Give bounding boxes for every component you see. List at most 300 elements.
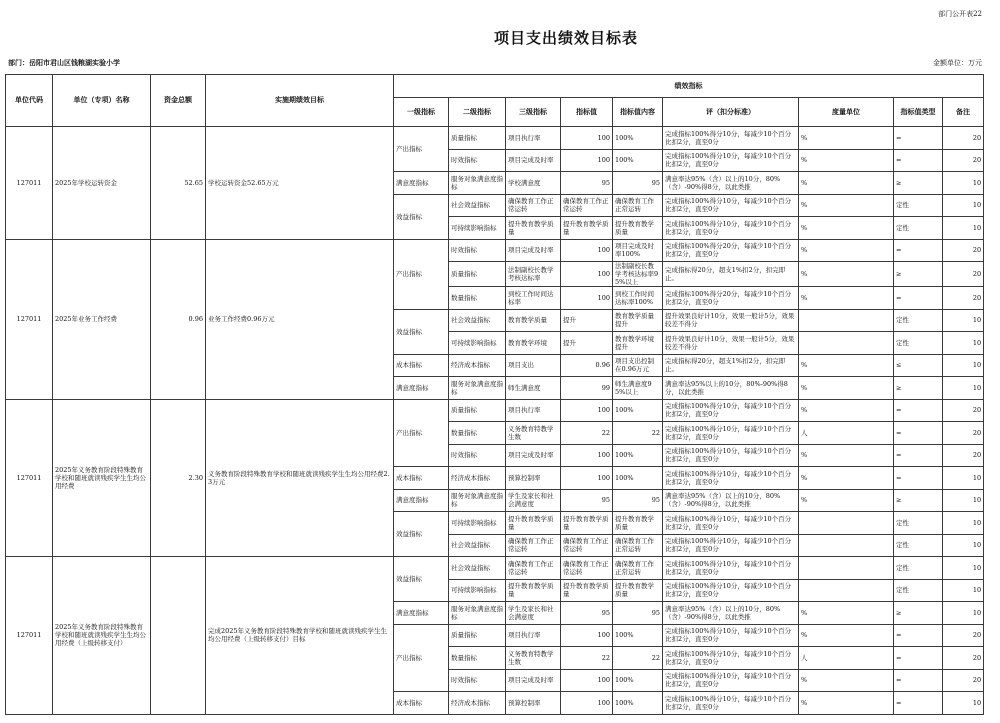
level2-cell — [449, 647, 506, 670]
level2-cell — [449, 172, 506, 195]
level3-cell-text: 学生及家长和社会满意度 — [508, 492, 554, 509]
standard-cell — [663, 309, 799, 332]
level1-cell — [394, 489, 449, 512]
value-type-cell — [894, 262, 943, 287]
content-cell-text: 22 — [651, 653, 660, 662]
standard-cell-text: 完成指标100%得分20分，每减少10个百分比扣2分，直至0分 — [665, 289, 792, 306]
note-cell-text: 20 — [972, 631, 982, 640]
level2-cell — [449, 669, 506, 692]
level1-cell — [394, 377, 449, 400]
content-cell-text: 教育教学环境提升 — [615, 334, 654, 351]
value-type-cell-text: = — [896, 293, 902, 302]
value-cell — [561, 149, 613, 172]
unit-code-cell — [6, 557, 53, 715]
unit-cell-text: % — [801, 676, 808, 685]
level3-cell-text: 义务教育特教学生数 — [508, 649, 554, 666]
value-type-cell-text: ≥ — [896, 270, 902, 278]
unit-cell — [799, 377, 894, 400]
level2-cell — [449, 217, 506, 240]
unit-cell — [799, 512, 894, 535]
table-row — [6, 399, 984, 422]
value-cell-text: 99 — [601, 383, 610, 392]
level3-cell-text: 确保教育工作正常运转 — [508, 537, 554, 554]
value-type-cell — [894, 217, 943, 240]
value-cell-text: 100 — [597, 698, 610, 707]
standard-cell — [663, 624, 799, 647]
note-cell — [943, 669, 984, 692]
value-cell-text: 确保教育工作正常运转 — [563, 559, 609, 576]
content-cell-text: 100% — [615, 473, 634, 482]
note-cell-text: 10 — [972, 361, 982, 370]
header-indicators: 绩效指标 — [394, 75, 984, 98]
unit-cell — [799, 669, 894, 692]
unit-cell — [799, 647, 894, 670]
header-level3: 三级指标 — [506, 98, 561, 127]
note-cell — [943, 557, 984, 580]
level2-cell — [449, 467, 506, 490]
level1-cell-text: 产出指标 — [396, 653, 422, 662]
level2-cell — [449, 602, 506, 625]
note-cell-text: 10 — [972, 316, 982, 325]
value-cell-text: 95 — [601, 496, 610, 505]
unit-cell-text: % — [801, 201, 808, 210]
note-cell — [943, 172, 984, 195]
value-type-cell-text: 定性 — [896, 316, 909, 325]
value-cell — [561, 422, 613, 445]
content-cell-text: 100% — [615, 156, 634, 165]
level3-cell-text: 法制副校长教学考核达标率 — [508, 266, 554, 282]
standard-cell-text: 完成指标100%得分10分，每减少10个百分比扣2分，直至0分 — [665, 152, 792, 169]
level3-cell-text: 学生及家长和社会满意度 — [508, 604, 554, 621]
unit-cell — [799, 557, 894, 580]
standard-cell-text: 完成指标100%得分10分，每减少10个百分比扣2分，直至0分 — [665, 469, 792, 486]
level2-cell-text: 服务对象满意度指标 — [451, 492, 503, 509]
content-cell-text: 项目支出控制在0.96万元 — [615, 357, 654, 374]
level3-cell — [506, 467, 561, 490]
note-cell — [943, 512, 984, 535]
value-cell-text: 确保教育工作正常运转 — [563, 537, 609, 554]
level2-cell-text: 经济成本指标 — [451, 698, 490, 707]
value-type-cell — [894, 489, 943, 512]
goal-cell-text: 完成2025年义务教育阶段特殊教育学校和随班就读残疾学生生均公用经费（上级转移支付）目标 — [208, 627, 388, 644]
standard-cell-text: 完成指标100%得分10分，每减少10个百分比扣2分，直至0分 — [665, 694, 792, 711]
unit-cell — [799, 602, 894, 625]
content-cell-text: 95 — [651, 178, 660, 187]
note-cell-text: 10 — [972, 201, 982, 210]
value-cell-text: 100 — [597, 631, 610, 640]
value-cell — [561, 354, 613, 377]
level2-cell — [449, 127, 506, 150]
level2-cell-text: 服务对象满意度指标 — [451, 604, 503, 621]
content-cell — [613, 354, 663, 377]
value-type-cell — [894, 557, 943, 580]
level2-cell — [449, 624, 506, 647]
level2-cell — [449, 489, 506, 512]
standard-cell-text: 完成指标100%得分10分，每减少10个百分比扣2分，直至0分 — [665, 582, 792, 599]
value-cell — [561, 239, 613, 262]
unit-cell-text: % — [801, 156, 808, 165]
value-cell — [561, 332, 613, 355]
level1-cell-text: 成本指标 — [396, 473, 422, 482]
page-title: 项目支出绩效目标表 — [493, 29, 638, 47]
standard-cell-text: 完成指标100%得分10分，每减少10个百分比扣2分，直至0分 — [665, 447, 792, 464]
value-type-cell — [894, 127, 943, 150]
content-cell — [613, 377, 663, 400]
value-type-cell-text: = — [896, 473, 902, 482]
unit-cell-text: % — [801, 361, 808, 370]
note-cell — [943, 579, 984, 602]
level1-cell — [394, 512, 449, 557]
content-cell — [613, 262, 663, 287]
level3-cell-text: 项目完成及时率 — [508, 676, 554, 685]
level1-cell-text: 产出指标 — [396, 145, 422, 153]
value-type-cell-text: ≥ — [896, 178, 902, 187]
content-cell-text: 提升教育教学质量 — [615, 582, 654, 599]
value-type-cell — [894, 287, 943, 310]
content-cell-text: 法制副校长教学考核达标率95%以上 — [615, 262, 659, 286]
value-cell — [561, 377, 613, 400]
content-cell-text: 100% — [615, 451, 634, 460]
unit-cell — [799, 399, 894, 422]
level2-cell-text: 质量指标 — [451, 270, 477, 278]
content-cell — [613, 172, 663, 195]
level3-cell — [506, 444, 561, 467]
content-cell — [613, 239, 663, 262]
level3-cell — [506, 399, 561, 422]
level2-cell-text: 质量指标 — [451, 133, 477, 142]
value-type-cell — [894, 579, 943, 602]
value-type-cell-text: ≥ — [896, 383, 902, 392]
level1-cell — [394, 602, 449, 625]
value-cell — [561, 194, 613, 217]
standard-cell — [663, 557, 799, 580]
level3-cell-text: 教育教学质量 — [508, 316, 547, 325]
total-funds-cell — [151, 557, 206, 715]
unit-cell — [799, 624, 894, 647]
unit-cell-text: % — [801, 223, 808, 232]
level1-cell-text: 效益指标 — [396, 575, 422, 583]
standard-cell-text: 满意率达95%以上的10分，80%-90%得8分，以此类推 — [665, 379, 788, 396]
header-level2: 二级指标 — [449, 98, 506, 127]
table-row — [6, 239, 984, 262]
value-cell-text: 100 — [597, 270, 610, 278]
unit-cell-text: % — [801, 270, 808, 278]
value-cell — [561, 287, 613, 310]
level2-cell-text: 可持续影响指标 — [451, 586, 497, 595]
value-cell-text: 100 — [597, 293, 610, 302]
note-cell — [943, 354, 984, 377]
note-cell — [943, 377, 984, 400]
level3-cell-text: 师生满意度 — [508, 383, 541, 392]
level3-cell-text: 项目完成及时率 — [508, 246, 554, 255]
level3-cell-text: 项目执行率 — [508, 133, 541, 142]
table-row — [6, 557, 984, 580]
unit-cell — [799, 194, 894, 217]
content-cell — [613, 512, 663, 535]
value-type-cell — [894, 534, 943, 557]
level3-cell — [506, 489, 561, 512]
level1-cell — [394, 467, 449, 490]
note-cell-text: 10 — [972, 473, 982, 482]
standard-cell — [663, 217, 799, 240]
content-cell — [613, 579, 663, 602]
unit-cell-text: % — [801, 451, 808, 460]
level2-cell-text: 时效指标 — [451, 156, 477, 165]
level2-cell-text: 社会效益指标 — [451, 201, 490, 210]
value-type-cell-text: = — [896, 406, 902, 415]
value-type-cell — [894, 624, 943, 647]
value-cell-text: 22 — [601, 653, 610, 662]
standard-cell-text: 完成指标100%得分10分，每减少10个百分比扣2分，直至0分 — [665, 402, 792, 419]
note-cell — [943, 309, 984, 332]
level1-cell-text: 满意度指标 — [396, 383, 429, 392]
value-cell-text: 22 — [601, 428, 610, 437]
value-cell — [561, 309, 613, 332]
unit-cell-text: % — [801, 496, 808, 505]
level2-cell — [449, 287, 506, 310]
unit-cell — [799, 444, 894, 467]
unit-name-cell-text: 2025年义务教育阶段特殊教育学校和随班就读残疾学生生均公用经费 — [55, 465, 146, 490]
content-cell — [613, 399, 663, 422]
header-value: 指标值 — [561, 98, 613, 127]
value-cell-text: 提升 — [563, 338, 576, 347]
unit-cell-text: 人 — [801, 653, 808, 662]
level3-cell-text: 预算控制率 — [508, 473, 541, 482]
header-note: 备注 — [943, 98, 984, 127]
level2-cell — [449, 309, 506, 332]
value-type-cell — [894, 354, 943, 377]
note-cell — [943, 149, 984, 172]
note-cell-text: 20 — [972, 133, 982, 142]
value-cell — [561, 647, 613, 670]
content-cell-text: 提升教育教学质量 — [615, 219, 654, 236]
level1-cell — [394, 692, 449, 715]
value-type-cell-text: 定性 — [896, 586, 909, 595]
standard-cell-text: 完成指标100%得分10分，每减少10个百分比扣2分，直至0分 — [665, 197, 792, 214]
level3-cell-text: 教育教学环境 — [508, 338, 547, 347]
note-cell — [943, 489, 984, 512]
header-total-funds: 资金总额 — [151, 75, 206, 127]
note-cell — [943, 602, 984, 625]
level1-cell — [394, 127, 449, 172]
value-type-cell — [894, 149, 943, 172]
level3-cell — [506, 309, 561, 332]
content-cell — [613, 287, 663, 310]
level3-cell-text: 项目完成及时率 — [508, 156, 554, 165]
level3-cell — [506, 262, 561, 287]
level2-cell — [449, 557, 506, 580]
value-type-cell-text: = — [896, 676, 902, 685]
level1-cell-text: 满意度指标 — [396, 496, 429, 505]
standard-cell — [663, 467, 799, 490]
level2-cell — [449, 149, 506, 172]
level2-cell-text: 时效指标 — [451, 676, 477, 685]
unit-name-cell — [53, 399, 151, 557]
level2-cell-text: 经济成本指标 — [451, 361, 490, 370]
unit-cell-text: % — [801, 133, 808, 142]
standard-cell — [663, 602, 799, 625]
note-cell-text: 20 — [972, 653, 982, 662]
level2-cell-text: 可持续影响指标 — [451, 338, 497, 347]
unit-cell — [799, 127, 894, 150]
level3-cell-text: 提升教育教学质量 — [508, 514, 554, 531]
level3-cell-text: 项目执行率 — [508, 631, 541, 640]
standard-cell — [663, 422, 799, 445]
total-funds-cell-text: 2.30 — [188, 473, 203, 482]
unit-cell — [799, 217, 894, 240]
standard-cell-text: 提升效果良好计10分，效果一般计5分，效果较差不得分 — [665, 312, 795, 329]
unit-code-cell-text: 127011 — [16, 473, 42, 482]
note-cell-text: 10 — [972, 608, 982, 617]
level2-cell — [449, 377, 506, 400]
unit-name-cell — [53, 239, 151, 399]
standard-cell — [663, 149, 799, 172]
unit-cell — [799, 239, 894, 262]
header-content: 指标值内容 — [613, 98, 663, 127]
content-cell-text: 100% — [615, 133, 634, 142]
value-cell-text: 100 — [597, 451, 610, 460]
content-cell — [613, 332, 663, 355]
level2-cell-text: 数量指标 — [451, 293, 477, 302]
value-cell — [561, 579, 613, 602]
header-row — [6, 75, 984, 98]
level3-cell — [506, 149, 561, 172]
value-cell — [561, 172, 613, 195]
level2-cell-text: 质量指标 — [451, 406, 477, 415]
value-type-cell — [894, 647, 943, 670]
value-type-cell — [894, 309, 943, 332]
note-cell-text: 20 — [972, 293, 982, 302]
unit-cell — [799, 422, 894, 445]
header-unit-name: 单位（专项）名称 — [53, 75, 151, 127]
unit-code-cell — [6, 399, 53, 557]
value-type-cell-text: 定性 — [896, 518, 909, 527]
value-cell-text: 100 — [597, 133, 610, 142]
value-type-cell — [894, 399, 943, 422]
value-type-cell-text: = — [896, 156, 902, 165]
standard-cell — [663, 354, 799, 377]
value-cell-text: 0.96 — [595, 361, 610, 370]
value-type-cell — [894, 172, 943, 195]
level1-cell — [394, 399, 449, 467]
value-cell-text: 提升教育教学质量 — [563, 514, 609, 531]
total-funds-cell — [151, 399, 206, 557]
level2-cell — [449, 262, 506, 287]
level3-cell-text: 确保教育工作正常运转 — [508, 559, 554, 576]
content-cell-text: 100% — [615, 406, 634, 415]
level3-cell-text: 义务教育特教学生数 — [508, 424, 554, 441]
note-cell-text: 10 — [972, 563, 982, 572]
note-cell-text: 10 — [972, 698, 982, 707]
performance-table — [5, 74, 984, 715]
level2-cell-text: 可持续影响指标 — [451, 518, 497, 527]
content-cell-text: 到校工作时间达标率100% — [615, 289, 654, 306]
value-cell-text: 100 — [597, 156, 610, 165]
value-type-cell — [894, 377, 943, 400]
unit-cell-text: % — [801, 406, 808, 415]
unit-cell — [799, 332, 894, 355]
goal-cell-text: 业务工作经费0.96万元 — [208, 315, 275, 323]
unit-cell — [799, 262, 894, 287]
standard-cell-text: 完成指标100%得分10分，每减少10个百分比扣2分，直至0分 — [665, 424, 792, 441]
value-cell — [561, 624, 613, 647]
standard-cell — [663, 444, 799, 467]
level2-cell-text: 社会效益指标 — [451, 563, 490, 572]
standard-cell-text: 完成指标100%得分10分，每减少10个百分比扣2分，直至0分 — [665, 649, 792, 666]
value-type-cell-text: ≤ — [896, 361, 902, 370]
value-type-cell-text: ≥ — [896, 496, 902, 505]
value-cell-text: 100 — [597, 406, 610, 415]
value-type-cell-text: 定性 — [896, 201, 909, 210]
unit-code-cell — [6, 239, 53, 399]
unit-cell — [799, 172, 894, 195]
standard-cell — [663, 377, 799, 400]
level1-cell — [394, 239, 449, 309]
content-cell — [613, 422, 663, 445]
note-cell-text: 20 — [972, 428, 982, 437]
header-unit: 度量单位 — [799, 98, 894, 127]
value-cell-text: 提升教育教学质量 — [563, 219, 609, 236]
level3-cell — [506, 332, 561, 355]
level2-cell-text: 社会效益指标 — [451, 541, 490, 550]
header-value-type: 指标值类型 — [894, 98, 943, 127]
level3-cell — [506, 354, 561, 377]
standard-cell-text: 满意率达95%（含）以上的10分，80%（含）-90%得8分，以此类推 — [665, 174, 781, 191]
level3-cell — [506, 127, 561, 150]
unit-cell — [799, 692, 894, 715]
goal-cell-text: 义务教育阶段特殊教育学校和随班就读残疾学生生均公用经费2.3万元 — [208, 469, 390, 486]
level2-cell — [449, 444, 506, 467]
table-header — [6, 75, 984, 127]
level3-cell — [506, 692, 561, 715]
value-cell — [561, 534, 613, 557]
unit-cell — [799, 534, 894, 557]
content-cell-text: 95 — [651, 608, 660, 617]
content-cell-text: 确保教育工作正常运转 — [615, 197, 654, 214]
value-cell — [561, 669, 613, 692]
unit-name-cell-text: 2025年义务教育阶段特殊教育学校和随班就读残疾学生生均公用经费（上级转移支付） — [55, 623, 146, 648]
content-cell-text: 确保教育工作正常运转 — [615, 537, 654, 554]
note-cell-text: 10 — [972, 383, 982, 392]
note-cell — [943, 399, 984, 422]
level3-cell — [506, 579, 561, 602]
content-cell-text: 95 — [651, 496, 660, 505]
value-cell-text: 确保教育工作正常运转 — [563, 197, 609, 214]
unit-cell-text: % — [801, 178, 808, 187]
department-label: 部门：岳阳市君山区钱粮湖实验小学 — [8, 58, 120, 67]
value-cell — [561, 444, 613, 467]
standard-cell — [663, 262, 799, 287]
standard-cell-text: 完成指标100%得分10分，每减少10个百分比扣2分，直至0分 — [665, 627, 792, 644]
level3-cell — [506, 512, 561, 535]
level3-cell — [506, 377, 561, 400]
note-cell-text: 10 — [972, 496, 982, 505]
content-cell — [613, 534, 663, 557]
note-cell — [943, 467, 984, 490]
value-type-cell-text: = — [896, 428, 902, 437]
standard-cell-text: 完成指标100%得分10分，每减少10个百分比扣2分，直至0分 — [665, 514, 792, 531]
level3-cell-text: 确保教育工作正常运转 — [508, 197, 554, 214]
level3-cell-text: 提升教育教学质量 — [508, 582, 554, 599]
level2-cell-text: 服务对象满意度指标 — [451, 379, 503, 396]
value-cell-text: 100 — [597, 676, 610, 685]
level2-cell-text: 服务对象满意度指标 — [451, 174, 503, 191]
content-cell-text: 100% — [615, 698, 634, 707]
value-cell-text: 100 — [597, 246, 610, 255]
content-cell-text: 教育教学质量提升 — [615, 312, 654, 329]
level3-cell-text: 项目完成及时率 — [508, 451, 554, 460]
content-cell — [613, 692, 663, 715]
